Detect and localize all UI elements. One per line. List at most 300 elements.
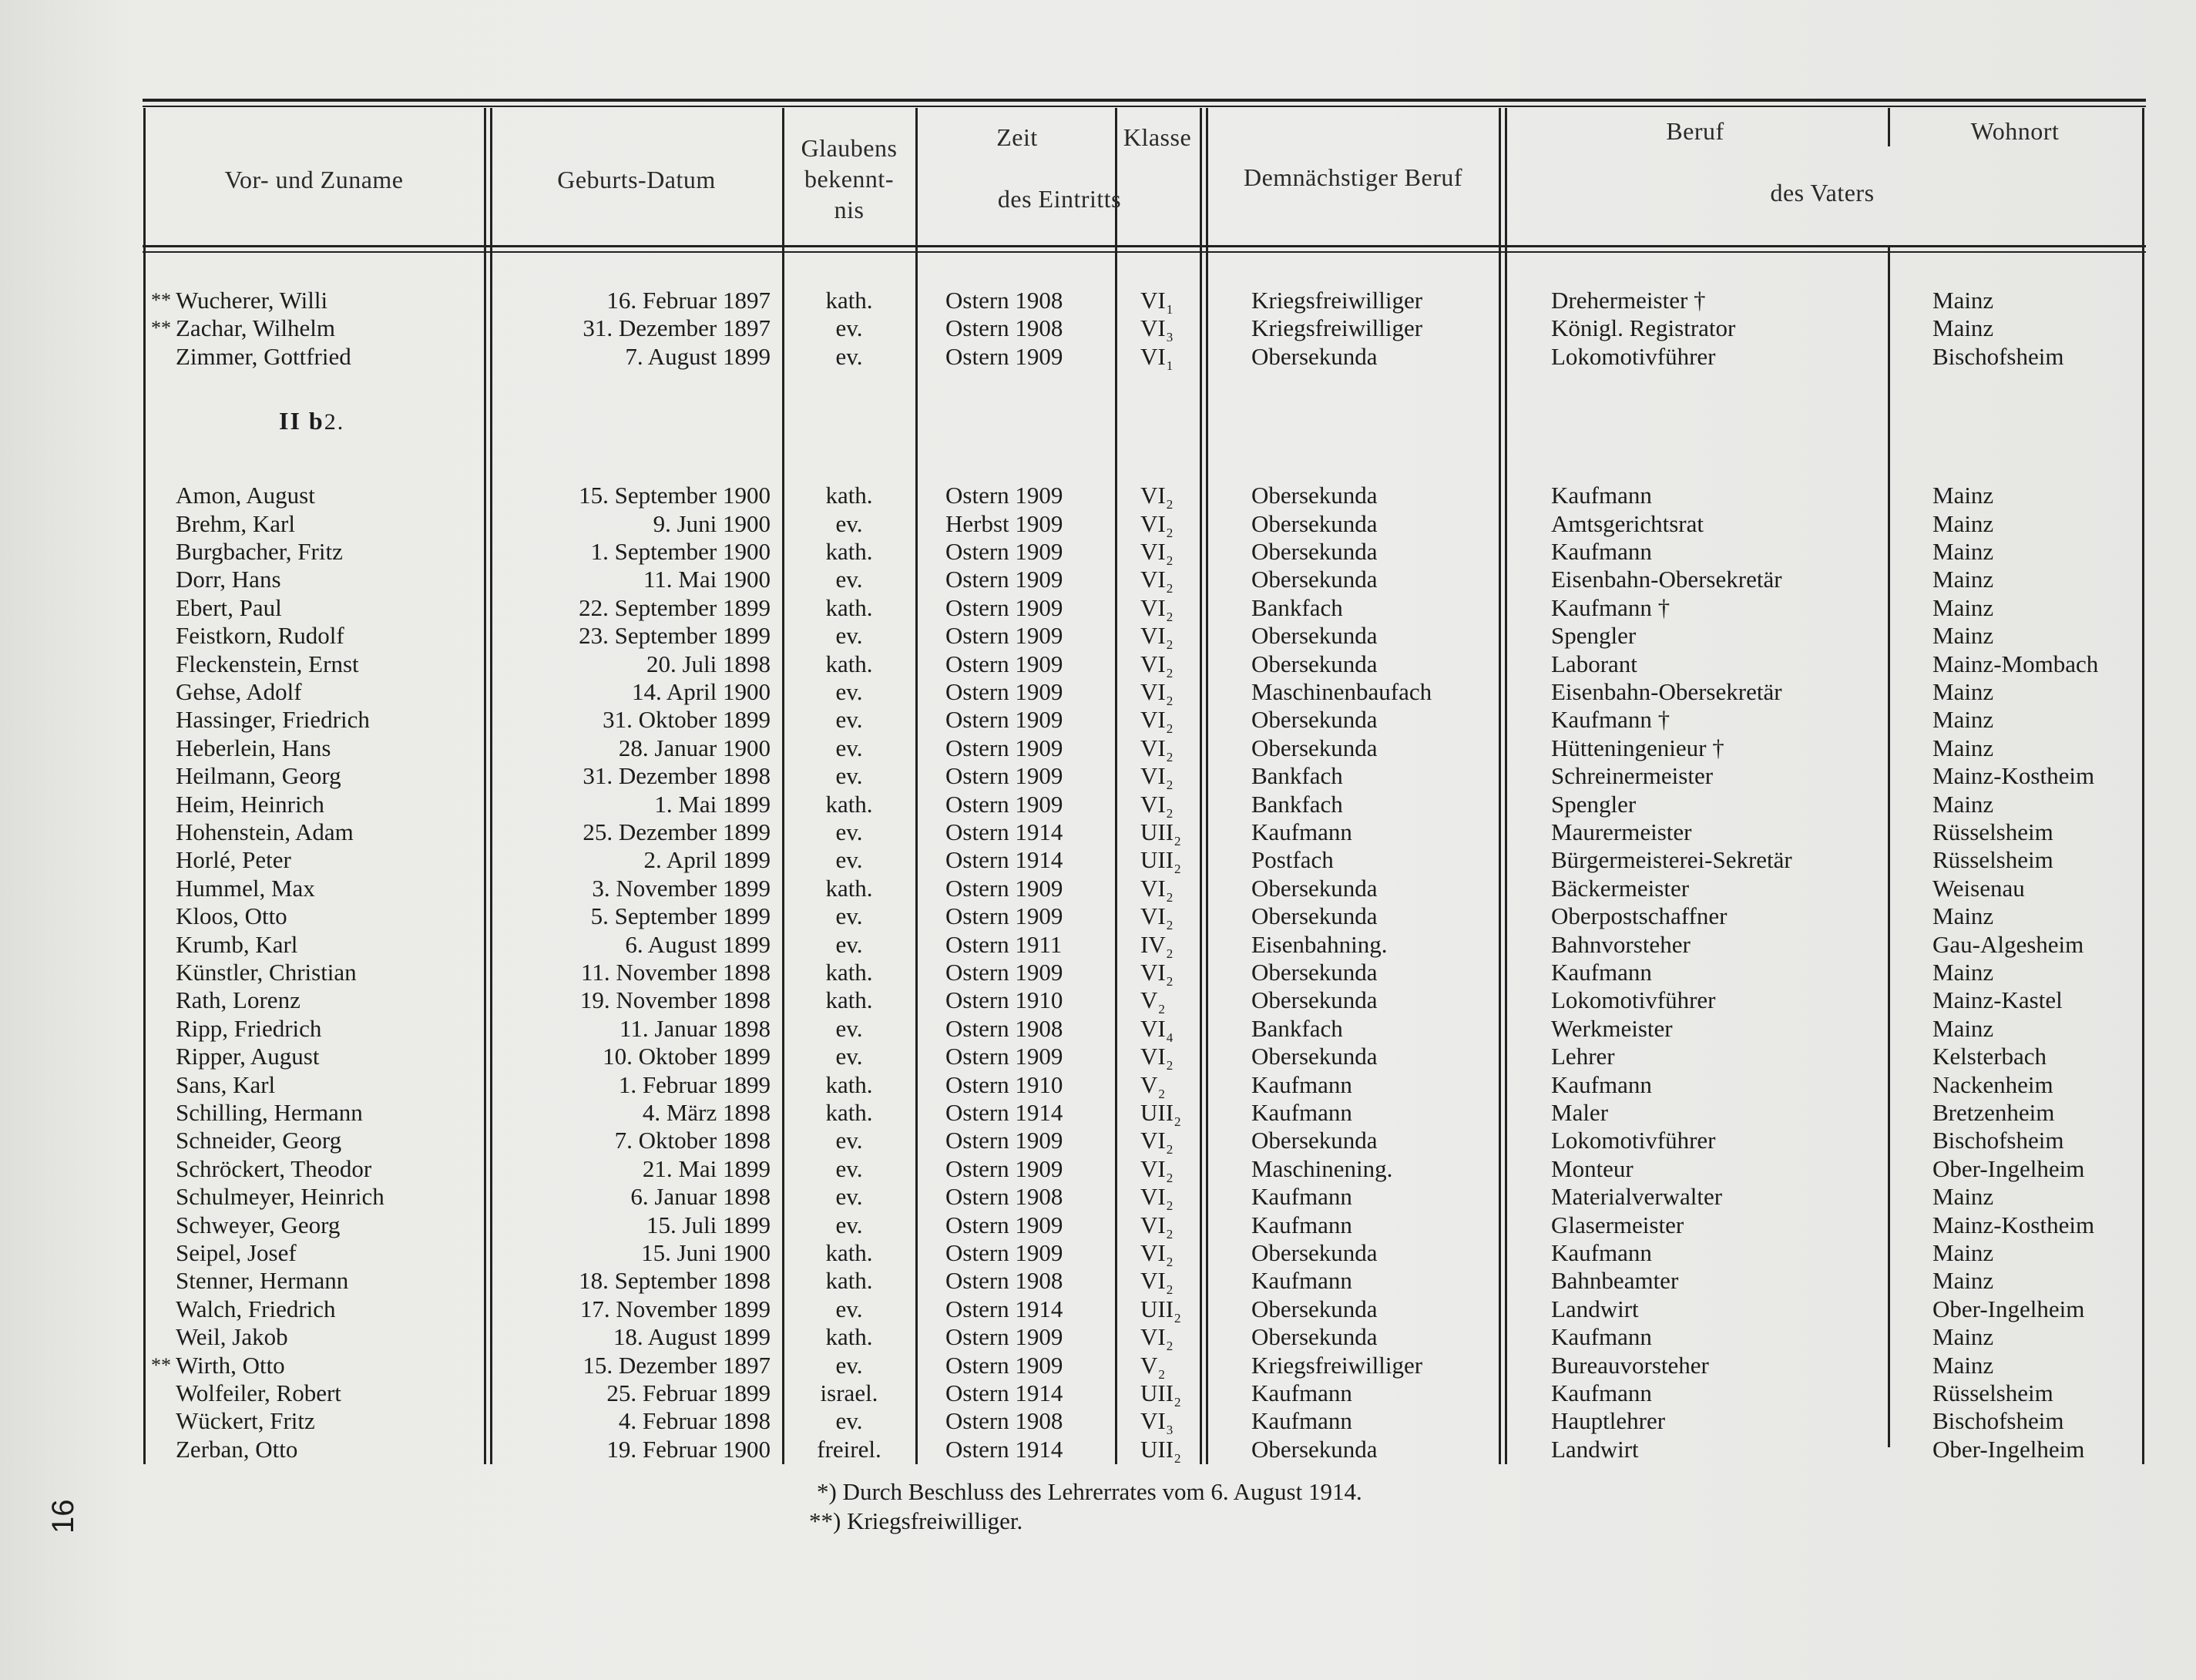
row-birth: 23. September 1899 bbox=[579, 622, 771, 650]
row-birth: 11. November 1898 bbox=[581, 959, 771, 986]
row-class-label: VI bbox=[1140, 678, 1166, 705]
row-term: Ostern 1908 bbox=[945, 1014, 1063, 1042]
row-class-subscript: 2 bbox=[1174, 1450, 1181, 1466]
row-term: Ostern 1909 bbox=[945, 790, 1063, 818]
row-career: Kriegsfreiwilliger bbox=[1251, 287, 1423, 314]
row-religion: ev. bbox=[835, 678, 863, 705]
row-name: Dorr, Hans bbox=[176, 566, 281, 593]
row-class-subscript: 2 bbox=[1166, 721, 1174, 737]
row-name: Hohenstein, Adam bbox=[176, 818, 354, 845]
row-name: Hummel, Max bbox=[176, 874, 315, 902]
row-term: Ostern 1909 bbox=[945, 622, 1063, 650]
row-class-subscript: 2 bbox=[1174, 834, 1181, 848]
row-name: Amon, August bbox=[176, 482, 315, 509]
row-career: Kaufmann bbox=[1251, 1099, 1352, 1126]
table-row bbox=[0, 1071, 2196, 1099]
row-career: Kaufmann bbox=[1251, 1267, 1352, 1295]
header-career: Demnächstiger Beruf bbox=[1243, 163, 1463, 191]
row-residence: Mainz bbox=[1932, 482, 1994, 509]
row-birth: 22. September 1899 bbox=[579, 593, 771, 621]
row-residence: Bischofsheim bbox=[1932, 342, 2064, 370]
row-class-subscript: 2 bbox=[1166, 609, 1174, 624]
row-term: Ostern 1908 bbox=[945, 314, 1063, 342]
row-class-label: VI bbox=[1140, 1267, 1166, 1295]
row-father: Maurermeister bbox=[1551, 818, 1692, 845]
row-term: Ostern 1909 bbox=[945, 1154, 1063, 1182]
row-term: Ostern 1909 bbox=[945, 1239, 1063, 1266]
row-term: Ostern 1908 bbox=[945, 1267, 1063, 1295]
row-residence: Gau-Algesheim bbox=[1932, 930, 2084, 958]
row-class-subscript: 2 bbox=[1166, 778, 1174, 793]
row-term: Ostern 1909 bbox=[945, 566, 1063, 593]
table-row bbox=[0, 706, 2196, 737]
footnote-1: *) Durch Beschluss des Lehrerrates vom 6. August 1914. bbox=[817, 1478, 1362, 1505]
row-class-subscript: 4 bbox=[1166, 1030, 1174, 1045]
footnote-2: **) Kriegsfreiwilliger. bbox=[809, 1507, 1023, 1534]
row-term: Ostern 1909 bbox=[945, 874, 1063, 902]
row-career: Eisenbahning. bbox=[1251, 930, 1388, 958]
row-residence: Mainz bbox=[1932, 1351, 1994, 1379]
row-residence: Mainz-Mombach bbox=[1932, 650, 2099, 677]
row-name: Rath, Lorenz bbox=[176, 986, 301, 1014]
row-career: Postfach bbox=[1251, 846, 1334, 874]
row-name: Schweyer, Georg bbox=[176, 1211, 341, 1238]
row-father: Bahnvorsteher bbox=[1551, 930, 1691, 958]
row-name: Sans, Karl bbox=[176, 1070, 276, 1098]
row-class-subscript: 1 bbox=[1166, 302, 1174, 317]
row-father: Königl. Registrator bbox=[1551, 314, 1736, 342]
row-name: Stenner, Hermann bbox=[176, 1267, 349, 1295]
row-class-subscript: 2 bbox=[1166, 553, 1174, 568]
row-residence: Mainz bbox=[1932, 706, 1994, 734]
table-row bbox=[0, 1155, 2196, 1183]
table-row bbox=[0, 1407, 2196, 1438]
row-name: Weil, Jakob bbox=[176, 1323, 288, 1351]
row-birth: 3. November 1899 bbox=[592, 874, 771, 902]
row-term: Ostern 1909 bbox=[945, 650, 1063, 677]
row-class-label: VI bbox=[1140, 762, 1166, 790]
row-birth: 28. Januar 1900 bbox=[618, 734, 771, 761]
header-name: Vor- und Zuname bbox=[224, 166, 404, 193]
row-religion: ev. bbox=[835, 1043, 863, 1070]
row-name: Horlé, Peter bbox=[176, 846, 291, 874]
row-class-subscript: 2 bbox=[1166, 1226, 1174, 1242]
row-career: Obersekunda bbox=[1251, 650, 1378, 677]
table-row bbox=[0, 1379, 2196, 1410]
row-father: Lokomotivführer bbox=[1551, 1127, 1716, 1154]
row-class-label: VI bbox=[1140, 1014, 1166, 1042]
row-father: Bäckermeister bbox=[1551, 874, 1690, 902]
row-career: Kriegsfreiwilliger bbox=[1251, 1351, 1423, 1379]
row-birth: 15. Juni 1900 bbox=[641, 1239, 771, 1266]
row-birth: 11. Januar 1898 bbox=[619, 1014, 771, 1042]
row-religion: kath. bbox=[825, 1323, 873, 1351]
row-father: Werkmeister bbox=[1551, 1014, 1673, 1042]
row-birth: 15. Dezember 1897 bbox=[583, 1351, 771, 1379]
row-class-subscript: 2 bbox=[1166, 918, 1174, 933]
row-career: Obersekunda bbox=[1251, 1323, 1378, 1351]
header-bottom-rule-thin bbox=[143, 251, 2146, 253]
row-name: Krumb, Karl bbox=[176, 930, 298, 958]
row-residence: Mainz bbox=[1932, 593, 1994, 621]
row-class-label: V bbox=[1140, 1070, 1158, 1098]
row-religion: ev. bbox=[835, 762, 863, 790]
row-name: Walch, Friedrich bbox=[176, 1295, 336, 1322]
row-religion: freirel. bbox=[817, 1435, 881, 1463]
row-religion: kath. bbox=[825, 482, 873, 509]
row-birth: 15. Juli 1899 bbox=[646, 1211, 771, 1238]
row-father: Drehermeister † bbox=[1551, 287, 1706, 314]
row-class-subscript: 2 bbox=[1166, 1282, 1174, 1298]
table-row bbox=[0, 1015, 2196, 1043]
table-row bbox=[0, 986, 2196, 1017]
row-career: Kriegsfreiwilliger bbox=[1251, 314, 1423, 342]
table-row bbox=[0, 1211, 2196, 1242]
row-career: Obersekunda bbox=[1251, 538, 1378, 565]
row-term: Ostern 1909 bbox=[945, 1211, 1063, 1238]
row-residence: Bischofsheim bbox=[1932, 1127, 2064, 1154]
section-title bbox=[279, 407, 344, 435]
row-father: Eisenbahn-Obersekretär bbox=[1551, 678, 1782, 705]
row-name: Gehse, Adolf bbox=[176, 678, 302, 705]
table-row bbox=[0, 678, 2196, 706]
row-career: Kaufmann bbox=[1251, 1070, 1352, 1098]
row-religion: ev. bbox=[835, 818, 863, 845]
row-class-label: VI bbox=[1140, 874, 1166, 902]
row-career: Obersekunda bbox=[1251, 986, 1378, 1014]
row-birth: 11. Mai 1900 bbox=[643, 566, 771, 593]
row-residence: Rüsselsheim bbox=[1932, 846, 2053, 874]
row-term: Ostern 1909 bbox=[945, 762, 1063, 790]
row-birth: 4. Februar 1898 bbox=[618, 1407, 771, 1435]
row-class-subscript: 2 bbox=[1166, 1142, 1174, 1158]
row-class-label: VI bbox=[1140, 566, 1166, 593]
row-term: Ostern 1909 bbox=[945, 482, 1063, 509]
table-row bbox=[0, 1351, 2196, 1382]
row-residence: Mainz bbox=[1932, 622, 1994, 650]
row-birth: 19. Februar 1900 bbox=[606, 1435, 771, 1463]
row-term: Ostern 1909 bbox=[945, 1323, 1063, 1351]
table-row bbox=[0, 287, 2196, 317]
row-father: Amtsgerichtsrat bbox=[1551, 509, 1704, 537]
row-residence: Weisenau bbox=[1932, 874, 2025, 902]
row-religion: ev. bbox=[835, 314, 863, 342]
row-class-label: VI bbox=[1140, 706, 1166, 734]
row-religion: ev. bbox=[835, 509, 863, 537]
table-row bbox=[0, 1295, 2196, 1326]
row-class-subscript: 2 bbox=[1166, 889, 1174, 905]
row-name: Zimmer, Gottfried bbox=[176, 342, 351, 370]
row-career: Obersekunda bbox=[1251, 622, 1378, 650]
row-birth: 1. Februar 1899 bbox=[618, 1070, 771, 1098]
row-name: Feistkorn, Rudolf bbox=[176, 622, 344, 650]
row-religion: kath. bbox=[825, 874, 873, 902]
header-occupation: Beruf bbox=[1666, 117, 1724, 145]
row-mark: ** bbox=[151, 1353, 171, 1376]
row-career: Bankfach bbox=[1251, 762, 1343, 790]
row-class-subscript: 2 bbox=[1158, 1086, 1165, 1101]
row-residence: Mainz bbox=[1932, 1183, 1994, 1211]
top-rule bbox=[143, 99, 2146, 102]
row-father: Bahnbeamter bbox=[1551, 1267, 1679, 1295]
table-row bbox=[0, 959, 2196, 989]
row-class-subscript: 2 bbox=[1158, 1002, 1165, 1017]
row-class-label: VI bbox=[1140, 622, 1166, 650]
row-father: Oberpostschaffner bbox=[1551, 902, 1728, 930]
row-religion: ev. bbox=[835, 1351, 863, 1379]
row-class-subscript: 2 bbox=[1174, 1395, 1181, 1410]
row-career: Kaufmann bbox=[1251, 818, 1352, 845]
row-religion: kath. bbox=[825, 1267, 873, 1295]
table-row bbox=[0, 622, 2196, 653]
row-career: Obersekunda bbox=[1251, 706, 1378, 734]
row-career: Obersekunda bbox=[1251, 734, 1378, 761]
row-religion: kath. bbox=[825, 287, 873, 314]
row-religion: ev. bbox=[835, 846, 863, 874]
table-row bbox=[0, 818, 2196, 846]
header-time: Zeit bbox=[996, 123, 1038, 151]
row-career: Kaufmann bbox=[1251, 1183, 1352, 1211]
row-name: Seipel, Josef bbox=[176, 1239, 297, 1266]
row-name: Burgbacher, Fritz bbox=[176, 538, 343, 565]
row-name: Schulmeyer, Heinrich bbox=[176, 1183, 384, 1211]
row-religion: ev. bbox=[835, 930, 863, 958]
row-father: Materialverwalter bbox=[1551, 1183, 1723, 1211]
row-career: Obersekunda bbox=[1251, 566, 1378, 593]
row-name: Zerban, Otto bbox=[176, 1435, 298, 1463]
row-residence: Kelsterbach bbox=[1932, 1043, 2047, 1070]
row-class-subscript: 2 bbox=[1166, 1339, 1174, 1354]
section-title-suffix: 2. bbox=[324, 409, 345, 435]
row-birth: 5. September 1899 bbox=[590, 902, 771, 930]
row-father: Glasermeister bbox=[1551, 1211, 1684, 1238]
row-career: Bankfach bbox=[1251, 790, 1343, 818]
row-name: Schneider, Georg bbox=[176, 1127, 342, 1154]
row-birth: 7. Oktober 1898 bbox=[614, 1127, 771, 1154]
row-religion: kath. bbox=[825, 1239, 873, 1266]
row-term: Ostern 1908 bbox=[945, 287, 1063, 314]
row-term: Ostern 1909 bbox=[945, 902, 1063, 930]
row-religion: kath. bbox=[825, 959, 873, 986]
row-residence: Mainz bbox=[1932, 1323, 1994, 1351]
row-religion: ev. bbox=[835, 566, 863, 593]
row-residence: Mainz-Kostheim bbox=[1932, 762, 2095, 790]
row-class-label: VI bbox=[1140, 1211, 1166, 1238]
row-class-label: VI bbox=[1140, 342, 1166, 370]
row-father: Eisenbahn-Obersekretär bbox=[1551, 566, 1782, 593]
row-career: Kaufmann bbox=[1251, 1211, 1352, 1238]
row-name: Ripper, August bbox=[176, 1043, 320, 1070]
table-row bbox=[0, 1435, 2196, 1466]
row-class-label: VI bbox=[1140, 538, 1166, 565]
row-career: Obersekunda bbox=[1251, 959, 1378, 986]
table-row bbox=[0, 314, 2196, 345]
row-class-subscript: 2 bbox=[1166, 694, 1174, 708]
row-class-subscript: 2 bbox=[1174, 1310, 1181, 1326]
row-name: Wucherer, Willi bbox=[176, 287, 328, 314]
row-father: Monteur bbox=[1551, 1154, 1634, 1182]
row-term: Ostern 1909 bbox=[945, 734, 1063, 761]
row-residence: Mainz bbox=[1932, 314, 1994, 342]
row-religion: kath. bbox=[825, 1070, 873, 1098]
row-class-label: VI bbox=[1140, 790, 1166, 818]
row-career: Obersekunda bbox=[1251, 482, 1378, 509]
row-class-label: VI bbox=[1140, 959, 1166, 986]
row-class-label: UII bbox=[1140, 1379, 1174, 1406]
row-class-subscript: 2 bbox=[1166, 1058, 1174, 1074]
row-residence: Ober-Ingelheim bbox=[1932, 1154, 2085, 1182]
row-class-label: VI bbox=[1140, 1407, 1166, 1435]
row-name: Ebert, Paul bbox=[176, 593, 282, 621]
row-father: Spengler bbox=[1551, 622, 1637, 650]
row-birth: 6. Januar 1898 bbox=[630, 1183, 771, 1211]
row-father: Bürgermeisterei-Sekretär bbox=[1551, 846, 1792, 874]
row-name: Heberlein, Hans bbox=[176, 734, 331, 761]
row-religion: ev. bbox=[835, 1127, 863, 1154]
row-class-label: VI bbox=[1140, 509, 1166, 537]
row-birth: 19. November 1898 bbox=[579, 986, 771, 1014]
row-birth: 25. Februar 1899 bbox=[606, 1379, 771, 1406]
row-class-subscript: 2 bbox=[1166, 1170, 1174, 1185]
table-row bbox=[0, 1183, 2196, 1214]
row-term: Ostern 1911 bbox=[945, 930, 1063, 958]
row-residence: Mainz bbox=[1932, 790, 1994, 818]
row-class-label: VI bbox=[1140, 902, 1166, 930]
row-term: Ostern 1909 bbox=[945, 678, 1063, 705]
row-residence: Mainz bbox=[1932, 287, 1994, 314]
row-class bbox=[1140, 343, 1173, 380]
table-row bbox=[0, 762, 2196, 793]
row-class-subscript: 2 bbox=[1166, 805, 1174, 821]
row-career: Obersekunda bbox=[1251, 1295, 1378, 1322]
row-term: Ostern 1910 bbox=[945, 1070, 1063, 1098]
row-term: Ostern 1908 bbox=[945, 1407, 1063, 1435]
row-class-subscript: 1 bbox=[1166, 358, 1174, 373]
row-name: Fleckenstein, Ernst bbox=[176, 650, 359, 677]
row-religion: ev. bbox=[835, 1014, 863, 1042]
row-class-label: V bbox=[1140, 986, 1158, 1014]
row-career: Kaufmann bbox=[1251, 1407, 1352, 1435]
table-row bbox=[0, 343, 2196, 371]
row-residence: Mainz bbox=[1932, 509, 1994, 537]
row-career: Kaufmann bbox=[1251, 1379, 1352, 1406]
table-row bbox=[0, 538, 2196, 566]
row-class-subscript: 2 bbox=[1166, 637, 1174, 653]
table-row bbox=[0, 902, 2196, 933]
table-row bbox=[0, 1099, 2196, 1127]
row-class-subscript: 2 bbox=[1166, 497, 1174, 512]
row-father: Kaufmann bbox=[1551, 1070, 1652, 1098]
row-term: Ostern 1909 bbox=[945, 1351, 1063, 1379]
row-residence: Ober-Ingelheim bbox=[1932, 1295, 2085, 1322]
row-name: Ripp, Friedrich bbox=[176, 1014, 322, 1042]
row-mark: ** bbox=[151, 317, 171, 340]
row-father: Kaufmann bbox=[1551, 1239, 1652, 1266]
row-father: Kaufmann † bbox=[1551, 706, 1671, 734]
row-father: Lokomotivführer bbox=[1551, 342, 1716, 370]
row-father: Kaufmann bbox=[1551, 482, 1652, 509]
row-class-subscript: 2 bbox=[1166, 665, 1174, 680]
row-class-subscript: 2 bbox=[1166, 974, 1174, 989]
row-residence: Mainz bbox=[1932, 1014, 1994, 1042]
row-term: Ostern 1909 bbox=[945, 1043, 1063, 1070]
table-row bbox=[0, 734, 2196, 762]
header-religion: Glaubens bekennt- nis bbox=[801, 134, 898, 223]
row-father: Spengler bbox=[1551, 790, 1637, 818]
row-religion: kath. bbox=[825, 790, 873, 818]
row-term: Ostern 1914 bbox=[945, 1099, 1063, 1126]
table-row bbox=[0, 650, 2196, 678]
table-row bbox=[0, 846, 2196, 877]
row-birth: 4. März 1898 bbox=[642, 1099, 771, 1126]
row-class-label: VI bbox=[1140, 593, 1166, 621]
header-residence: Wohnort bbox=[1970, 117, 2060, 145]
row-birth: 18. August 1899 bbox=[613, 1323, 771, 1351]
row-class-label: VI bbox=[1140, 1239, 1166, 1266]
row-class-label: VI bbox=[1140, 1043, 1166, 1070]
row-residence: Nackenheim bbox=[1932, 1070, 2053, 1098]
row-class-label: VI bbox=[1140, 1323, 1166, 1351]
row-father: Kaufmann bbox=[1551, 959, 1652, 986]
row-birth: 7. August 1899 bbox=[625, 342, 771, 370]
row-class-label: VI bbox=[1140, 482, 1166, 509]
row-name: Wückert, Fritz bbox=[176, 1407, 315, 1435]
row-father: Landwirt bbox=[1551, 1435, 1639, 1463]
table-row bbox=[0, 1323, 2196, 1354]
row-religion: ev. bbox=[835, 1407, 863, 1435]
row-class-label: UII bbox=[1140, 846, 1174, 874]
row-residence: Mainz bbox=[1932, 1267, 1994, 1295]
row-class-label: VI bbox=[1140, 1183, 1166, 1211]
page-number: 16 bbox=[46, 1499, 80, 1534]
row-birth: 2. April 1899 bbox=[643, 846, 771, 874]
header-father: des Vaters bbox=[1770, 179, 1875, 207]
col-divider-father-residence bbox=[1888, 108, 1890, 146]
table-row bbox=[0, 594, 2196, 622]
row-class-label: UII bbox=[1140, 818, 1174, 845]
row-father: Hauptlehrer bbox=[1551, 1407, 1666, 1435]
table-row bbox=[0, 482, 2196, 512]
row-career: Bankfach bbox=[1251, 1014, 1343, 1042]
row-name: Brehm, Karl bbox=[176, 509, 295, 537]
row-class-label: VI bbox=[1140, 314, 1166, 342]
row-term: Ostern 1909 bbox=[945, 959, 1063, 986]
row-religion: ev. bbox=[835, 342, 863, 370]
row-religion: ev. bbox=[835, 622, 863, 650]
row-religion: ev. bbox=[835, 706, 863, 734]
header-birth: Geburts-Datum bbox=[557, 166, 716, 193]
row-birth: 15. September 1900 bbox=[579, 482, 771, 509]
row-class-label: IV bbox=[1140, 930, 1166, 958]
row-religion: kath. bbox=[825, 986, 873, 1014]
row-class-subscript: 2 bbox=[1166, 946, 1174, 961]
row-religion: ev. bbox=[835, 1154, 863, 1182]
row-birth: 20. Juli 1898 bbox=[646, 650, 771, 677]
row-residence: Mainz bbox=[1932, 538, 1994, 565]
table-row bbox=[0, 1267, 2196, 1298]
row-residence: Ober-Ingelheim bbox=[1932, 1435, 2085, 1463]
row-name: Zachar, Wilhelm bbox=[176, 314, 335, 342]
row-class-subscript: 2 bbox=[1166, 581, 1174, 596]
row-residence: Mainz bbox=[1932, 566, 1994, 593]
row-term: Ostern 1908 bbox=[945, 1183, 1063, 1211]
row-career: Obersekunda bbox=[1251, 874, 1378, 902]
row-birth: 18. September 1898 bbox=[579, 1267, 771, 1295]
row-religion: kath. bbox=[825, 593, 873, 621]
row-mark: ** bbox=[151, 289, 171, 311]
row-father: Lokomotivführer bbox=[1551, 986, 1716, 1014]
table-row bbox=[0, 1043, 2196, 1074]
